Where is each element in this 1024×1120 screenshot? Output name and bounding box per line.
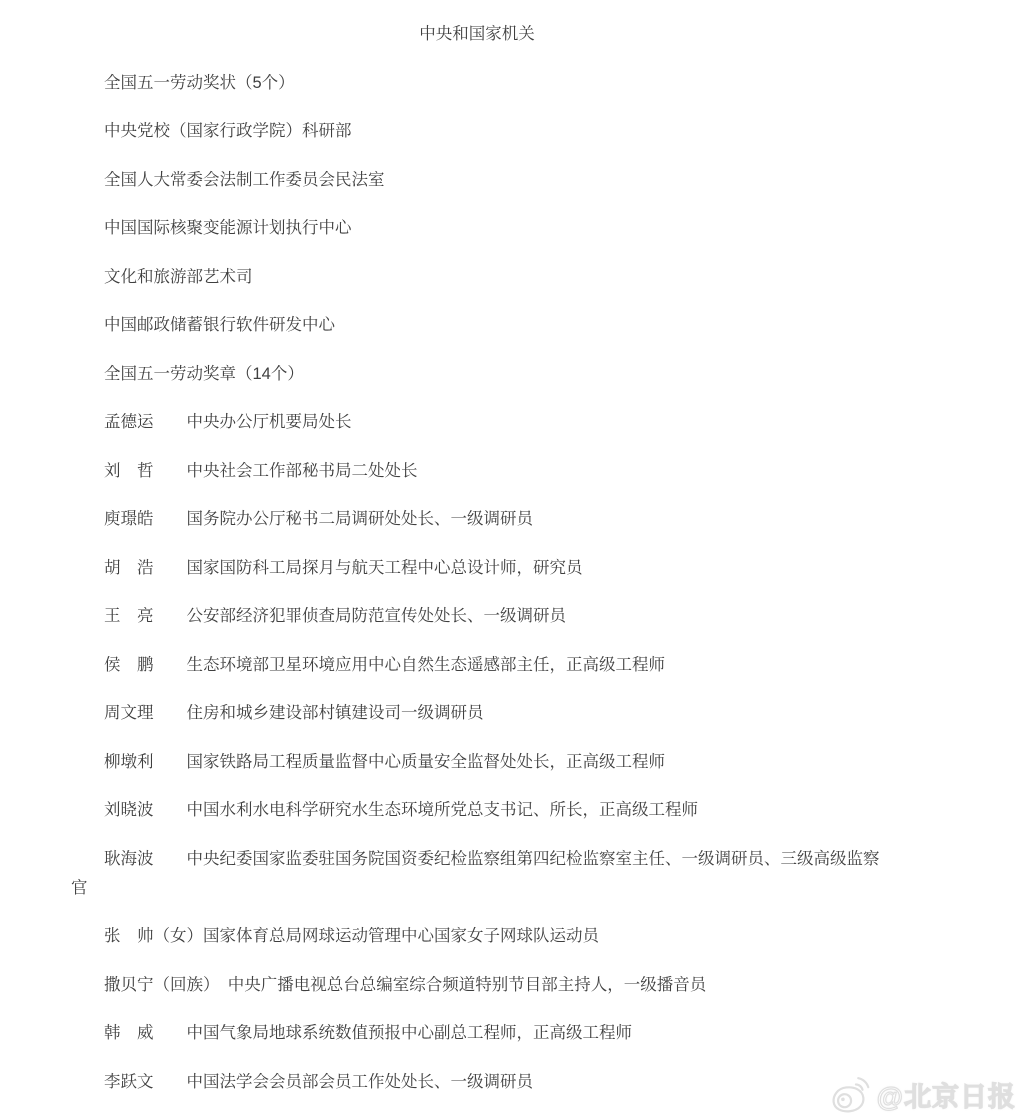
watermark-handle: @北京日报 <box>876 1082 1016 1112</box>
name-title-gap <box>154 656 187 674</box>
award-entry <box>71 699 883 728</box>
name-title-gap <box>154 1073 187 1091</box>
awardee-title: 中央办公厅机要局处长 <box>186 413 352 431</box>
org-item: 中国邮政储蓄银行软件研发中心 <box>104 316 335 334</box>
name-title-gap <box>154 801 187 819</box>
org-item: 全国人大常委会法制工作委员会民法室 <box>104 170 385 189</box>
awardee-title: 住房和城乡建设部村镇建设司一级调研员 <box>186 704 484 722</box>
award-entry <box>71 845 883 903</box>
awardee-name: 王 亮 <box>104 607 154 625</box>
awardee-name: 刘 哲 <box>104 461 154 480</box>
awardee-name: 孟德运 <box>104 413 154 431</box>
awardee-name: 庾璟皓 <box>104 510 154 528</box>
section-heading-certificate: 全国五一劳动奖状（5个） <box>104 73 295 92</box>
org-item: 中国国际核聚变能源计划执行中心 <box>104 219 352 237</box>
awardee-name: 侯 鹏 <box>104 655 154 674</box>
name-title-gap <box>211 976 228 994</box>
name-title-gap <box>154 753 187 771</box>
award-entry <box>71 651 883 680</box>
name-title-gap <box>154 1024 187 1042</box>
awardee-title: 国家铁路局工程质量监督中心质量安全监督处处长，正高级工程师 <box>186 752 665 771</box>
awardee-name: 张 帅（女） <box>104 927 203 945</box>
awardee-title: 国家国防科工局探月与航天工程中心总设计师，研究员 <box>186 558 583 577</box>
awardee-title: 国务院办公厅秘书二局调研处处长、一级调研员 <box>186 510 533 528</box>
awardee-title: 中国气象局地球系统数值预报中心副总工程师，正高级工程师 <box>186 1024 632 1042</box>
award-entry <box>71 602 883 631</box>
name-title-gap <box>154 462 187 480</box>
awardee-title: 中国法学会会员部会员工作处处长、一级调研员 <box>186 1072 533 1091</box>
awardee-name: 刘晓波 <box>104 801 154 819</box>
section-heading-medal: 全国五一劳动奖章（14个） <box>104 364 304 383</box>
org-item: 文化和旅游部艺术司 <box>104 267 253 286</box>
award-entry <box>71 457 883 486</box>
awardee-title: 中央广播电视总台总编室综合频道特别节目部主持人，一级播音员 <box>227 975 707 994</box>
award-entry <box>71 505 883 534</box>
award-entry <box>71 748 883 777</box>
name-title-gap <box>154 704 187 722</box>
awardee-name: 耿海波 <box>104 849 154 868</box>
awardee-name: 周文理 <box>104 704 154 722</box>
awardee-name: 胡 浩 <box>104 558 154 577</box>
awardee-title: 中央社会工作部秘书局二处处长 <box>186 461 418 480</box>
page-title: 中央和国家机关 <box>419 25 535 43</box>
award-entry <box>71 1019 883 1048</box>
name-title-gap <box>154 413 187 431</box>
award-entry <box>71 796 883 825</box>
award-entry <box>71 408 883 437</box>
awardee-title: 中国水利水电科学研究水生态环境所党总支书记、所长，正高级工程师 <box>186 801 698 819</box>
award-entry <box>71 971 883 1000</box>
org-item: 中央党校（国家行政学院）科研部 <box>104 122 352 140</box>
name-title-gap <box>154 559 187 577</box>
awardee-title: 生态环境部卫星环境应用中心自然生态遥感部主任，正高级工程师 <box>186 655 665 674</box>
awardee-title: 公安部经济犯罪侦查局防范宣传处处长、一级调研员 <box>186 607 566 625</box>
award-entry <box>71 922 883 951</box>
awardee-title: 国家体育总局网球运动管理中心国家女子网球队运动员 <box>203 927 599 945</box>
award-entry <box>71 554 883 583</box>
name-title-gap <box>154 850 187 868</box>
awardee-name: 柳墩利 <box>104 752 154 771</box>
awardee-name: 李跃文 <box>104 1072 154 1091</box>
award-entry <box>71 1068 883 1097</box>
awardee-title: 中央纪委国家监委驻国务院国资委纪检监察组第四纪检监察室主任、一级调研员、三级高级监察官 <box>71 849 880 897</box>
awardee-name: 撒贝宁（回族） <box>104 975 212 994</box>
name-title-gap <box>154 607 187 625</box>
awardee-name: 韩 威 <box>104 1024 154 1042</box>
name-title-gap <box>154 510 187 528</box>
